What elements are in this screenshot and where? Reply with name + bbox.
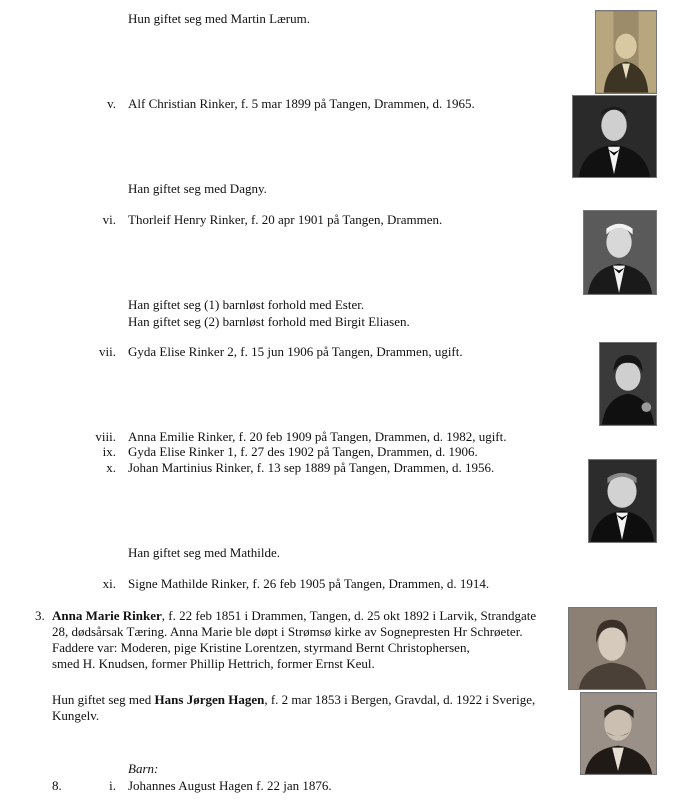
marriage-line: Han giftet seg med Dagny. bbox=[128, 181, 267, 196]
person-number: 3. bbox=[35, 608, 45, 623]
person-line: 28, dødsårsak Tæring. Anna Marie ble døpt i Strømsø kirke av Sognepresten Hr Schrøeter. bbox=[52, 624, 523, 639]
person-birth-death: , f. 22 feb 1851 i Drammen, Tangen, d. 25 okt 1892 i Larvik, Strandgate bbox=[161, 608, 537, 623]
portrait-icon bbox=[569, 608, 656, 689]
child-entry-text: Johannes August Hagen f. 22 jan 1876. bbox=[128, 778, 332, 793]
portrait-icon bbox=[596, 11, 656, 93]
child-entry-text: Anna Emilie Rinker, f. 20 feb 1909 på Tangen, Drammen, d. 1982, ugift. bbox=[128, 429, 507, 444]
marriage-line: Han giftet seg (1) barnløst forhold med Ester. bbox=[128, 297, 365, 312]
photo-anna-marie-rinker bbox=[568, 607, 657, 690]
portrait-icon bbox=[573, 96, 656, 177]
child-number: ix. bbox=[102, 444, 116, 459]
child-number: x. bbox=[106, 460, 116, 475]
marriage-line: Han giftet seg med Mathilde. bbox=[128, 545, 280, 560]
child-number: xi. bbox=[102, 576, 116, 591]
child-entry-text: Alf Christian Rinker, f. 5 mar 1899 på Tangen, Drammen, d. 1965. bbox=[128, 96, 475, 111]
child-entry-text: Thorleif Henry Rinker, f. 20 apr 1901 på Tangen, Drammen. bbox=[128, 212, 443, 227]
children-heading: Barn: bbox=[128, 761, 159, 776]
child-number: v. bbox=[107, 96, 116, 111]
child-entry-text: Gyda Elise Rinker 1, f. 27 des 1902 på Tangen, Drammen, d. 1906. bbox=[128, 444, 478, 459]
spouse-name: Hans Jørgen Hagen bbox=[154, 692, 265, 707]
child-number: vii. bbox=[99, 344, 116, 359]
photo-gyda-elise-rinker bbox=[599, 342, 657, 426]
spouse-prefix: Hun giftet seg med bbox=[52, 692, 155, 707]
portrait-icon bbox=[589, 460, 656, 542]
photo-hans-jorgen-hagen bbox=[580, 692, 657, 775]
photo-johan-martinius-rinker bbox=[588, 459, 657, 543]
photo-alf-christian-rinker bbox=[572, 95, 657, 178]
spouse-line bbox=[52, 692, 535, 708]
person-name: Anna Marie Rinker bbox=[52, 608, 162, 623]
person-line: Faddere var: Moderen, pige Kristine Lorentzen, styrmand Bernt Christophersen, bbox=[52, 640, 470, 655]
marriage-line: Han giftet seg (2) barnløst forhold med Birgit Eliasen. bbox=[128, 314, 410, 329]
photo-thorleif-henry-rinker bbox=[583, 210, 657, 295]
spouse-details: , f. 2 mar 1853 i Bergen, Gravdal, d. 1922 i Sverige, bbox=[264, 692, 536, 707]
portrait-icon bbox=[584, 211, 656, 294]
person-line bbox=[52, 608, 536, 624]
photo-martin-laerum bbox=[595, 10, 657, 94]
child-reference-number: 8. bbox=[52, 778, 62, 793]
person-line: smed H. Knudsen, former Phillip Hettrich, former Ernst Keul. bbox=[52, 656, 375, 671]
child-number: vi. bbox=[102, 212, 116, 227]
spouse-line: Kungelv. bbox=[52, 708, 100, 723]
marriage-line: Hun giftet seg med Martin Lærum. bbox=[128, 11, 310, 26]
child-entry-text: Signe Mathilde Rinker, f. 26 feb 1905 på Tangen, Drammen, d. 1914. bbox=[128, 576, 490, 591]
portrait-icon bbox=[581, 693, 656, 774]
child-number: i. bbox=[109, 778, 116, 793]
portrait-icon bbox=[600, 343, 656, 425]
child-entry-text: Gyda Elise Rinker 2, f. 15 jun 1906 på Tangen, Drammen, ugift. bbox=[128, 344, 463, 359]
child-entry-text: Johan Martinius Rinker, f. 13 sep 1889 på Tangen, Drammen, d. 1956. bbox=[128, 460, 495, 475]
child-number: viii. bbox=[95, 429, 116, 444]
